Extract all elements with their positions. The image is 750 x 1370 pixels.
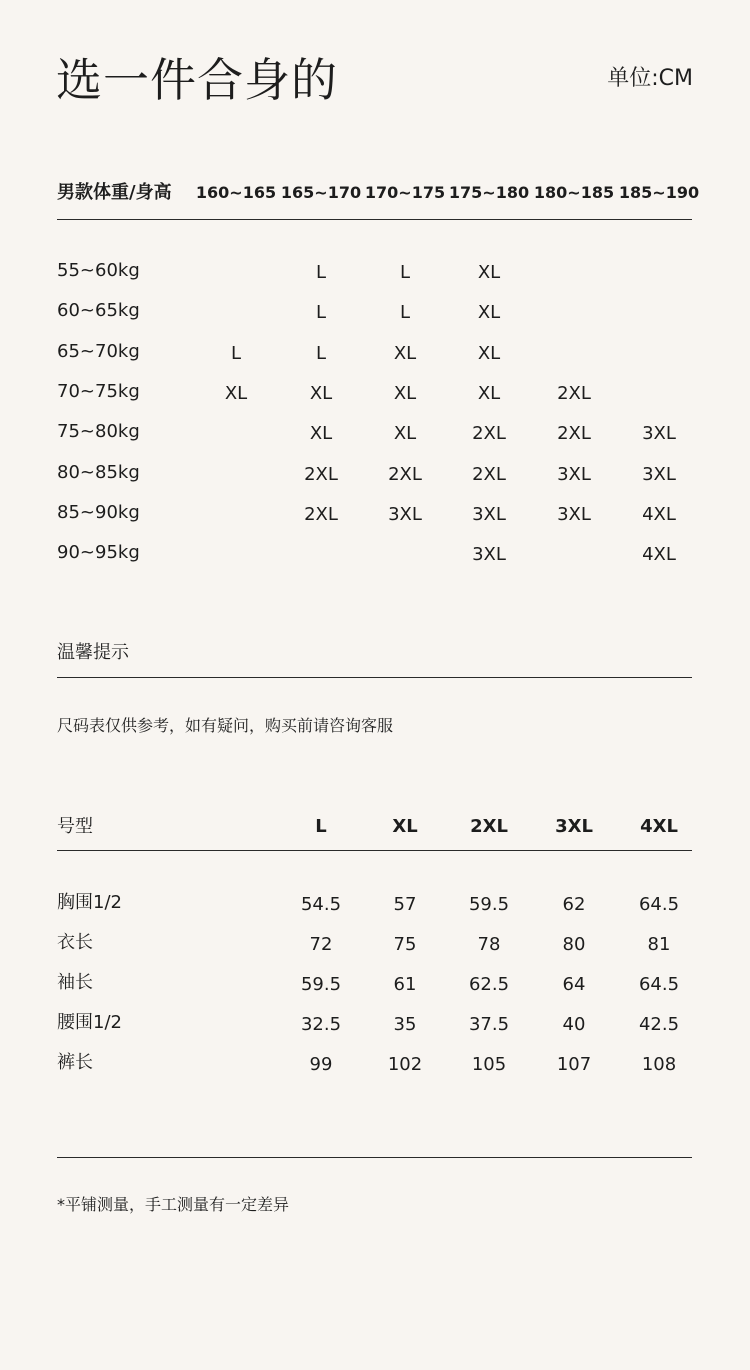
measurement-value-cell: 64.5 — [638, 894, 680, 915]
size-recommendation-cell: XL — [393, 343, 417, 364]
tips-title: 温馨提示 — [57, 642, 129, 663]
footnote-divider — [57, 1157, 692, 1158]
footnote: *平铺测量，手工测量有一定差异 — [57, 1195, 290, 1214]
size-recommendation-cell: 3XL — [557, 464, 591, 485]
measurement-value-cell: 59.5 — [468, 894, 510, 915]
measurement-value-cell: 62 — [562, 894, 586, 915]
measurement-row-label: 腰围1/2 — [57, 1012, 122, 1033]
measurement-value-cell: 75 — [393, 934, 417, 955]
height-column-header: 175~180 — [448, 183, 530, 202]
weight-row-label: 65~70kg — [57, 341, 140, 362]
measurement-value-cell: 59.5 — [300, 974, 342, 995]
size-column-header: 4XL — [640, 816, 678, 837]
measurement-row-label: 衣长 — [57, 932, 93, 953]
measurement-value-cell: 81 — [647, 934, 671, 955]
measurement-row-label: 胸围1/2 — [57, 892, 122, 913]
size-recommendation-cell: XL — [477, 302, 501, 323]
fit-table-divider — [57, 219, 692, 220]
weight-row-label: 90~95kg — [57, 542, 140, 563]
unit-label: 单位:CM — [607, 66, 693, 91]
measurement-value-cell: 61 — [393, 974, 417, 995]
size-recommendation-cell: XL — [224, 383, 248, 404]
weight-row-label: 70~75kg — [57, 381, 140, 402]
measurement-value-cell: 64 — [562, 974, 586, 995]
measurement-value-cell: 107 — [556, 1054, 592, 1075]
size-recommendation-cell: XL — [477, 262, 501, 283]
measurement-value-cell: 57 — [393, 894, 417, 915]
size-recommendation-cell: 2XL — [557, 423, 591, 444]
height-column-header: 170~175 — [364, 183, 446, 202]
weight-row-label: 60~65kg — [57, 300, 140, 321]
weight-row-label: 85~90kg — [57, 502, 140, 523]
height-column-header: 180~185 — [533, 183, 615, 202]
size-recommendation-cell: XL — [477, 383, 501, 404]
size-column-header: XL — [392, 816, 418, 837]
size-recommendation-cell: XL — [477, 343, 501, 364]
size-recommendation-cell: 2XL — [304, 504, 338, 525]
size-recommendation-cell: XL — [309, 423, 333, 444]
measurement-value-cell: 42.5 — [638, 1014, 680, 1035]
size-column-header: L — [315, 816, 327, 837]
size-recommendation-cell: 2XL — [388, 464, 422, 485]
size-recommendation-cell: XL — [393, 383, 417, 404]
measure-table-divider — [57, 850, 692, 851]
size-recommendation-cell: L — [315, 262, 327, 283]
size-recommendation-cell: XL — [393, 423, 417, 444]
size-recommendation-cell: 3XL — [472, 544, 506, 565]
size-recommendation-cell: L — [315, 343, 327, 364]
measurement-value-cell: 40 — [562, 1014, 586, 1035]
measurement-value-cell: 32.5 — [300, 1014, 342, 1035]
measurement-value-cell: 35 — [393, 1014, 417, 1035]
height-column-header: 160~165 — [195, 183, 277, 202]
size-recommendation-cell: 2XL — [304, 464, 338, 485]
weight-row-label: 80~85kg — [57, 462, 140, 483]
size-recommendation-cell: L — [399, 302, 411, 323]
fit-table-corner-label: 男款体重/身高 — [57, 182, 172, 203]
size-recommendation-cell: XL — [309, 383, 333, 404]
size-recommendation-cell: L — [399, 262, 411, 283]
size-recommendation-cell: 3XL — [472, 504, 506, 525]
measurement-value-cell: 64.5 — [638, 974, 680, 995]
size-recommendation-cell: L — [315, 302, 327, 323]
measurement-row-label: 袖长 — [57, 972, 93, 993]
measurement-value-cell: 78 — [477, 934, 501, 955]
tips-text: 尺码表仅供参考，如有疑问，购买前请咨询客服 — [57, 716, 394, 735]
measurement-value-cell: 108 — [641, 1054, 677, 1075]
size-recommendation-cell: 2XL — [472, 464, 506, 485]
measurement-value-cell: 72 — [309, 934, 333, 955]
height-column-header: 185~190 — [618, 183, 700, 202]
page-title: 选一件合身的 — [56, 53, 338, 107]
measure-table-corner-label: 号型 — [57, 816, 93, 837]
weight-row-label: 55~60kg — [57, 260, 140, 281]
size-recommendation-cell: 2XL — [557, 383, 591, 404]
measurement-value-cell: 37.5 — [468, 1014, 510, 1035]
measurement-value-cell: 80 — [562, 934, 586, 955]
measurement-row-label: 裤长 — [57, 1052, 93, 1073]
size-recommendation-cell: 3XL — [642, 464, 676, 485]
size-recommendation-cell: 2XL — [472, 423, 506, 444]
measurement-value-cell: 102 — [387, 1054, 423, 1075]
size-column-header: 3XL — [555, 816, 593, 837]
measurement-value-cell: 99 — [309, 1054, 333, 1075]
measurement-value-cell: 105 — [471, 1054, 507, 1075]
size-recommendation-cell: 3XL — [642, 423, 676, 444]
weight-row-label: 75~80kg — [57, 421, 140, 442]
height-column-header: 165~170 — [280, 183, 362, 202]
measurement-value-cell: 54.5 — [300, 894, 342, 915]
size-recommendation-cell: 3XL — [388, 504, 422, 525]
size-recommendation-cell: 3XL — [557, 504, 591, 525]
size-column-header: 2XL — [470, 816, 508, 837]
size-recommendation-cell: 4XL — [642, 544, 676, 565]
measurement-value-cell: 62.5 — [468, 974, 510, 995]
size-recommendation-cell: 4XL — [642, 504, 676, 525]
tips-divider — [57, 677, 692, 678]
size-recommendation-cell: L — [230, 343, 242, 364]
